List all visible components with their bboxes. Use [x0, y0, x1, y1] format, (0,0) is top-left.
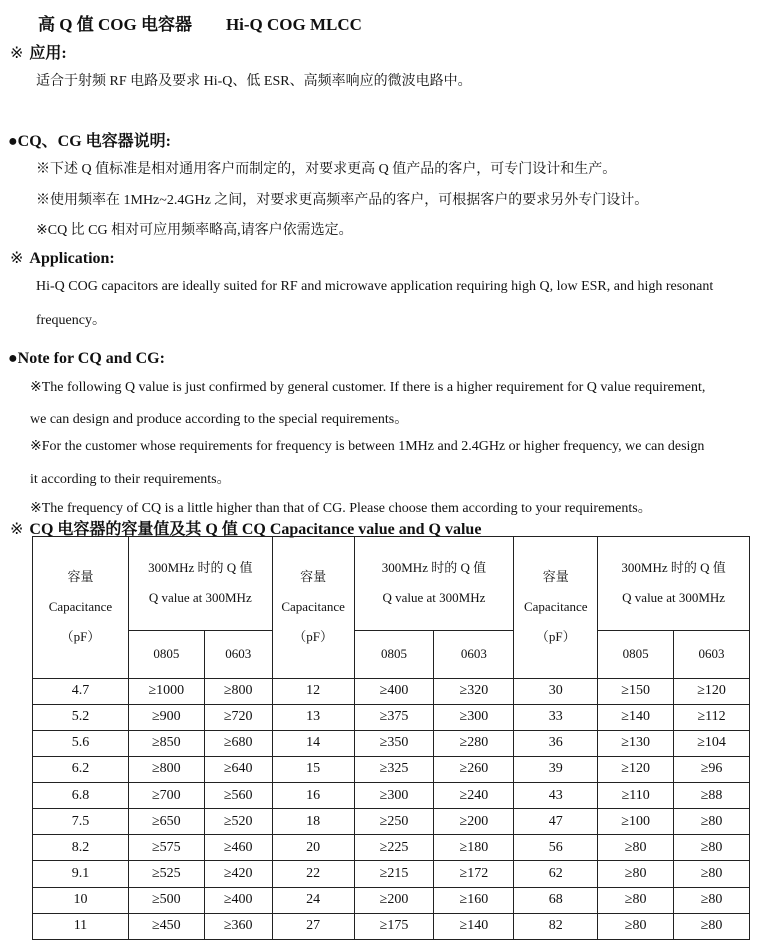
q-value-cell: ≥80 [598, 887, 674, 913]
capacitance-cell: 5.2 [33, 704, 129, 730]
capacitance-header: 容量 Capacitance （pF） [514, 537, 598, 679]
note-line: ※使用频率在 1MHz~2.4GHz 之间，对要求更高频率产品的客户，可根据客户的要求另外专门设计。 [36, 193, 649, 208]
q-value-cell: ≥300 [434, 704, 514, 730]
capacitance-cell: 5.6 [33, 730, 129, 756]
size-header: 0603 [674, 630, 750, 678]
capacitance-cell: 68 [514, 887, 598, 913]
q-value-cell: ≥225 [354, 835, 434, 861]
size-header: 0603 [434, 630, 514, 678]
size-header: 0603 [204, 630, 272, 678]
note-line: ※CQ 比 CG 相对可应用频率略高,请客户依需选定。 [36, 223, 353, 238]
q-value-cell: ≥560 [204, 783, 272, 809]
q-value-cell: ≥200 [434, 809, 514, 835]
q-value-cell: ≥700 [128, 783, 204, 809]
capacitance-header: 容量 Capacitance （pF） [272, 537, 354, 679]
size-header: 0805 [354, 630, 434, 678]
q-value-cell: ≥120 [674, 678, 750, 704]
section-notes-cn [8, 128, 775, 151]
capacitance-cell: 12 [272, 678, 354, 704]
q-value-cell: ≥375 [354, 704, 434, 730]
q-value-cell: ≥130 [598, 730, 674, 756]
capacitance-cell: 20 [272, 835, 354, 861]
capacitance-cell: 62 [514, 861, 598, 887]
note-line: it according to their requirements。 [30, 472, 231, 487]
section-application-cn [10, 40, 775, 63]
section-heading: CQ、CG 电容器说明: [17, 133, 172, 150]
q-value-cell: ≥140 [434, 913, 514, 939]
q-value-cell: ≥175 [354, 913, 434, 939]
application-text-cn: 适合于射频 RF 电路及要求 Hi-Q、低 ESR、高频率响应的微波电路中。 [36, 74, 472, 89]
size-header: 0805 [128, 630, 204, 678]
q-value-cell: ≥520 [204, 809, 272, 835]
table-row [33, 809, 750, 835]
q-value-cell: ≥500 [128, 887, 204, 913]
q-value-cell: ≥140 [598, 704, 674, 730]
q-value-cell: ≥325 [354, 756, 434, 782]
q-value-cell: ≥400 [204, 887, 272, 913]
q-value-cell: ≥280 [434, 730, 514, 756]
q-value-cell: ≥450 [128, 913, 204, 939]
capacitance-cell: 82 [514, 913, 598, 939]
bullet: ● [8, 350, 18, 367]
title-en: Hi-Q COG MLCC [225, 15, 362, 34]
table-row [33, 783, 750, 809]
table-row [33, 913, 750, 939]
capacitance-cell: 39 [514, 756, 598, 782]
q-value-cell: ≥120 [598, 756, 674, 782]
table-size-row [33, 630, 750, 678]
q-value-cell: ≥850 [128, 730, 204, 756]
q-value-header: 300MHz 时的 Q 值 Q value at 300MHz [354, 537, 514, 631]
q-value-cell: ≥180 [434, 835, 514, 861]
table-row [33, 756, 750, 782]
application-text-en: frequency。 [36, 313, 106, 328]
q-value-cell: ≥300 [354, 783, 434, 809]
q-value-cell: ≥100 [598, 809, 674, 835]
section-notes-en [8, 350, 775, 368]
q-value-cell: ≥350 [354, 730, 434, 756]
q-value-cell: ≥215 [354, 861, 434, 887]
note-line: ※下述 Q 值标准是相对通用客户而制定的，对要求更高 Q 值产品的客户，可专门设计和生产。 [36, 162, 617, 177]
application-text-en: Hi-Q COG capacitors are ideally suited for RF and microwave application requiring high Q, low ESR, and high resonant [36, 279, 714, 294]
capacitance-cell: 56 [514, 835, 598, 861]
table-row [33, 887, 750, 913]
q-value-cell: ≥80 [674, 913, 750, 939]
q-value-cell: ≥260 [434, 756, 514, 782]
capacitance-cell: 4.7 [33, 678, 129, 704]
q-value-cell: ≥360 [204, 913, 272, 939]
section-heading: Note for CQ and CG: [17, 350, 165, 367]
q-value-cell: ≥900 [128, 704, 204, 730]
q-value-cell: ≥575 [128, 835, 204, 861]
section-heading: Application: [29, 250, 115, 267]
capacitance-cell: 16 [272, 783, 354, 809]
capacitance-cell: 24 [272, 887, 354, 913]
capacitance-cell: 9.1 [33, 861, 129, 887]
capacitance-cell: 15 [272, 756, 354, 782]
note-line: ※The frequency of CQ is a little higher than that of CG. Please choose them according to your requirements。 [30, 501, 652, 516]
q-value-cell: ≥150 [598, 678, 674, 704]
capacitance-cell: 43 [514, 783, 598, 809]
q-value-cell: ≥160 [434, 887, 514, 913]
capacitance-cell: 27 [272, 913, 354, 939]
q-value-cell: ≥80 [598, 861, 674, 887]
capacitance-cell: 36 [514, 730, 598, 756]
q-value-cell: ≥88 [674, 783, 750, 809]
q-value-cell: ≥420 [204, 861, 272, 887]
reference-mark: ※ [10, 250, 24, 267]
q-value-table [32, 536, 750, 940]
capacitance-cell: 6.2 [33, 756, 129, 782]
q-value-cell: ≥172 [434, 861, 514, 887]
table-row [33, 704, 750, 730]
document-title [38, 10, 775, 35]
q-value-cell: ≥400 [354, 678, 434, 704]
q-value-cell: ≥80 [674, 835, 750, 861]
q-value-cell: ≥800 [204, 678, 272, 704]
q-value-cell: ≥200 [354, 887, 434, 913]
q-value-cell: ≥112 [674, 704, 750, 730]
q-value-header: 300MHz 时的 Q 值 Q value at 300MHz [598, 537, 750, 631]
q-value-cell: ≥650 [128, 809, 204, 835]
capacitance-cell: 13 [272, 704, 354, 730]
q-value-cell: ≥460 [204, 835, 272, 861]
table-header-row [33, 537, 750, 631]
q-value-cell: ≥1000 [128, 678, 204, 704]
capacitance-cell: 47 [514, 809, 598, 835]
q-value-cell: ≥80 [598, 913, 674, 939]
size-header: 0805 [598, 630, 674, 678]
capacitance-header: 容量 Capacitance （pF） [33, 537, 129, 679]
bullet: ● [8, 133, 18, 150]
capacitance-cell: 14 [272, 730, 354, 756]
section-heading: 应用: [29, 45, 67, 62]
note-line: ※For the customer whose requirements for frequency is between 1MHz and 2.4GHz or higher frequency, we can design [30, 439, 705, 454]
capacitance-cell: 6.8 [33, 783, 129, 809]
capacitance-cell: 10 [33, 887, 129, 913]
q-value-cell: ≥104 [674, 730, 750, 756]
title-cn: 高 Q 值 COG 电容器 [38, 15, 192, 34]
q-value-cell: ≥640 [204, 756, 272, 782]
q-value-cell: ≥320 [434, 678, 514, 704]
q-value-header: 300MHz 时的 Q 值 Q value at 300MHz [128, 537, 272, 631]
capacitance-cell: 8.2 [33, 835, 129, 861]
q-value-cell: ≥680 [204, 730, 272, 756]
q-value-cell: ≥110 [598, 783, 674, 809]
q-value-cell: ≥525 [128, 861, 204, 887]
q-value-cell: ≥96 [674, 756, 750, 782]
capacitance-cell: 11 [33, 913, 129, 939]
capacitance-cell: 18 [272, 809, 354, 835]
q-value-cell: ≥250 [354, 809, 434, 835]
capacitance-cell: 22 [272, 861, 354, 887]
table-row [33, 730, 750, 756]
note-line: we can design and produce according to the special requirements。 [30, 412, 409, 427]
capacitance-cell: 30 [514, 678, 598, 704]
q-value-cell: ≥800 [128, 756, 204, 782]
capacitance-cell: 33 [514, 704, 598, 730]
section-heading: CQ 电容器的容量值及其 Q 值 CQ Capacitance value and Q value [29, 521, 482, 538]
reference-mark: ※ [10, 45, 24, 62]
q-value-cell: ≥80 [674, 887, 750, 913]
note-line: ※The following Q value is just confirmed by general customer. If there is a higher requirement for Q value requirement, [30, 380, 706, 395]
table-row [33, 861, 750, 887]
section-application-en [10, 248, 775, 268]
q-value-cell: ≥80 [598, 835, 674, 861]
q-value-cell: ≥720 [204, 704, 272, 730]
table-row [33, 678, 750, 704]
table-row [33, 835, 750, 861]
q-value-cell: ≥80 [674, 861, 750, 887]
reference-mark: ※ [10, 521, 24, 538]
q-value-cell: ≥240 [434, 783, 514, 809]
capacitance-cell: 7.5 [33, 809, 129, 835]
q-value-cell: ≥80 [674, 809, 750, 835]
